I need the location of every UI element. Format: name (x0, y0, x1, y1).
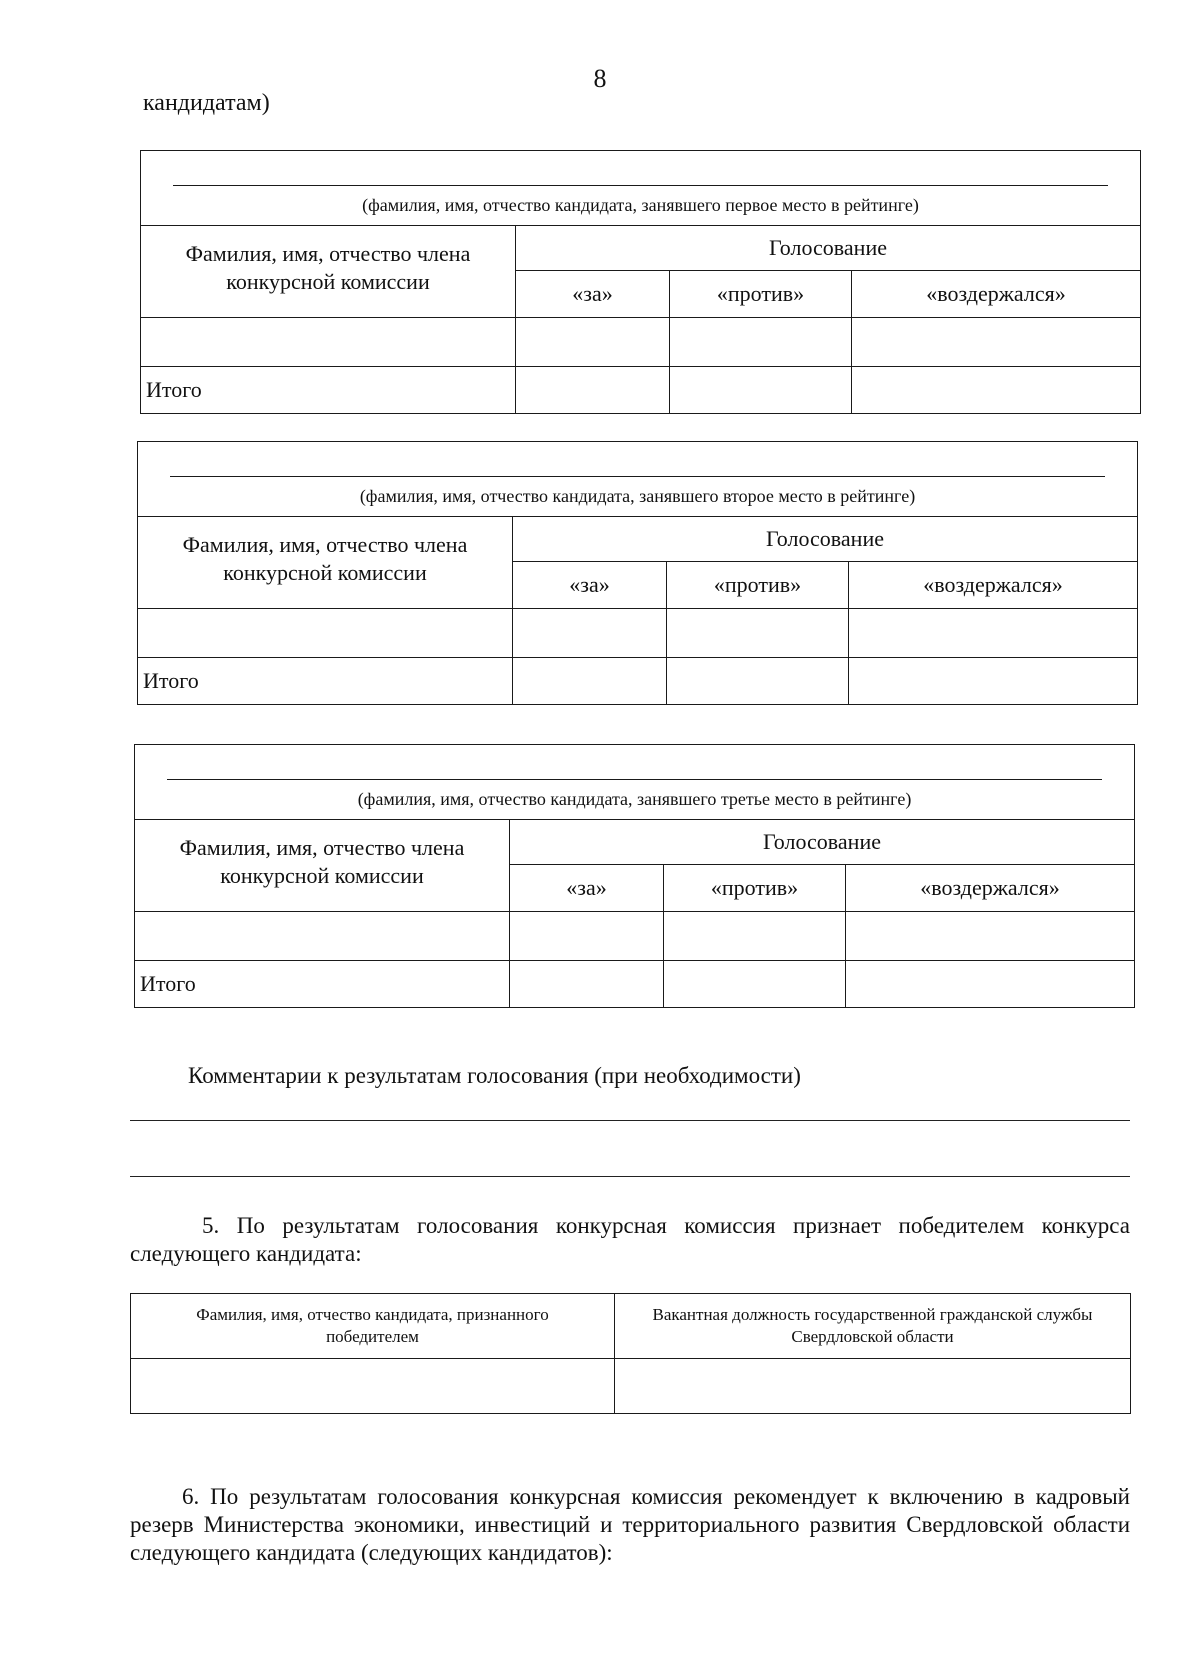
section-6-text: 6. По результатам голосования конкурсная комиссия рекомендует к включению в кадровый резерв Министерства экономики, инвестиций и территориального развития Свердловской области следующего кандидата (следующих кандидатов): (130, 1484, 1130, 1565)
option-abstain-header: «воздержался» (846, 865, 1135, 912)
member-name-cell[interactable] (141, 318, 516, 367)
total-row (135, 961, 1135, 1008)
candidate-name-line (170, 476, 1105, 477)
vote-table-first-place (140, 150, 1141, 414)
candidate-name-field[interactable] (138, 442, 1138, 517)
option-abstain-header: «воздержался» (849, 562, 1138, 609)
option-against-header: «против» (664, 865, 846, 912)
candidate-caption: (фамилия, имя, отчество кандидата, занявшего второе место в рейтинге) (359, 486, 916, 506)
vote-table-second-place (137, 441, 1138, 705)
candidate-name-line (173, 185, 1108, 186)
vote-table-third-place (134, 744, 1135, 1008)
option-for-header: «за» (513, 562, 667, 609)
member-column-header: Фамилия, имя, отчество члена конкурсной комиссии (135, 820, 510, 912)
candidate-name-field[interactable] (141, 151, 1141, 226)
vote-for-cell[interactable] (516, 318, 670, 367)
vacant-position-cell[interactable] (615, 1359, 1131, 1414)
total-against-cell[interactable] (667, 658, 849, 705)
table-row (138, 609, 1138, 658)
continuation-text: кандидатам) (143, 90, 270, 116)
vacant-position-header: Вакантная должность государственной гражданской службы Свердловской области (615, 1294, 1131, 1359)
total-against-cell[interactable] (670, 367, 852, 414)
total-label: Итого (141, 367, 516, 414)
winner-name-header: Фамилия, имя, отчество кандидата, признанного победителем (131, 1294, 615, 1359)
table-row (131, 1359, 1131, 1414)
total-abstain-cell[interactable] (846, 961, 1135, 1008)
page-number: 8 (593, 64, 607, 93)
vote-abstain-cell[interactable] (846, 912, 1135, 961)
vote-against-cell[interactable] (667, 609, 849, 658)
vote-abstain-cell[interactable] (852, 318, 1141, 367)
winner-name-cell[interactable] (131, 1359, 615, 1414)
total-against-cell[interactable] (664, 961, 846, 1008)
member-name-cell[interactable] (135, 912, 510, 961)
comments-line-2[interactable] (130, 1176, 1130, 1177)
vote-against-cell[interactable] (670, 318, 852, 367)
total-label: Итого (135, 961, 510, 1008)
voting-header: Голосование (513, 517, 1138, 562)
vote-for-cell[interactable] (510, 912, 664, 961)
total-abstain-cell[interactable] (849, 658, 1138, 705)
section-5-text: 5. По результатам голосования конкурсная комиссия признает победителем конкурса следующего кандидата: (130, 1213, 1130, 1266)
total-for-cell[interactable] (513, 658, 667, 705)
member-name-cell[interactable] (138, 609, 513, 658)
candidate-caption: (фамилия, имя, отчество кандидата, занявшего третье место в рейтинге) (357, 789, 912, 809)
comments-line-1[interactable] (130, 1120, 1130, 1121)
winner-table (130, 1293, 1131, 1414)
vote-against-cell[interactable] (664, 912, 846, 961)
vote-abstain-cell[interactable] (849, 609, 1138, 658)
comments-label: Комментарии к результатам голосования (при необходимости) (188, 1063, 801, 1088)
table-row (135, 912, 1135, 961)
total-row (138, 658, 1138, 705)
candidate-name-line (167, 779, 1102, 780)
member-column-header: Фамилия, имя, отчество члена конкурсной комиссии (141, 226, 516, 318)
option-for-header: «за» (510, 865, 664, 912)
total-for-cell[interactable] (516, 367, 670, 414)
candidate-caption: (фамилия, имя, отчество кандидата, занявшего первое место в рейтинге) (362, 195, 919, 215)
total-for-cell[interactable] (510, 961, 664, 1008)
option-abstain-header: «воздержался» (852, 271, 1141, 318)
voting-header: Голосование (510, 820, 1135, 865)
candidate-name-field[interactable] (135, 745, 1135, 820)
option-for-header: «за» (516, 271, 670, 318)
option-against-header: «против» (670, 271, 852, 318)
total-label: Итого (138, 658, 513, 705)
total-row (141, 367, 1141, 414)
vote-for-cell[interactable] (513, 609, 667, 658)
table-row (141, 318, 1141, 367)
member-column-header: Фамилия, имя, отчество члена конкурсной комиссии (138, 517, 513, 609)
voting-header: Голосование (516, 226, 1141, 271)
total-abstain-cell[interactable] (852, 367, 1141, 414)
option-against-header: «против» (667, 562, 849, 609)
